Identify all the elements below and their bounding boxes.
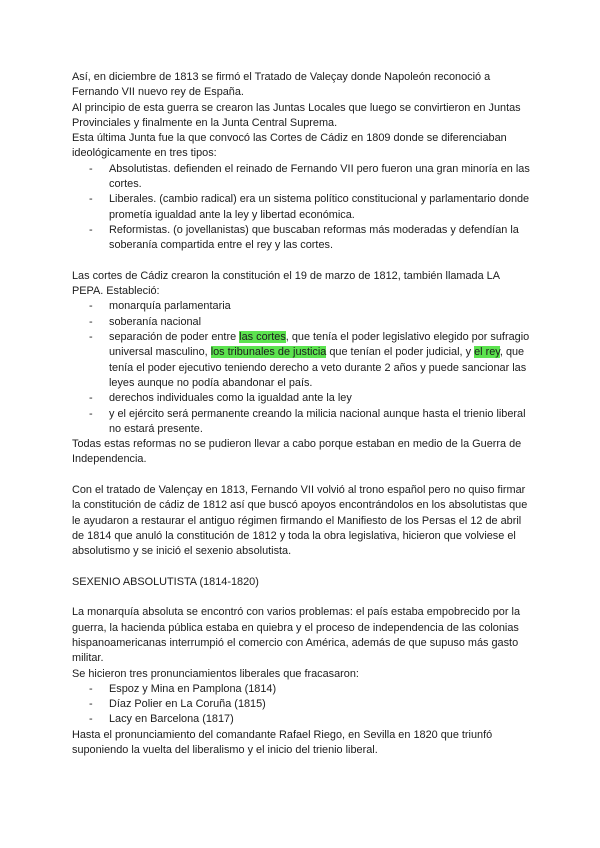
paragraph-reformas: Todas estas reformas no se pudieron llevar a cabo porque estaban en medio de la Guerra de Independencia. xyxy=(72,438,522,466)
list-item: - soberanía nacional xyxy=(72,315,532,330)
section-heading: SEXENIO ABSOLUTISTA (1814-1820) xyxy=(72,575,259,588)
list-item: - derechos individuales como la igualdad ante la ley xyxy=(72,391,532,406)
ideology-list xyxy=(72,162,532,254)
paragraph-vuelta-fernando: Con el tratado de Valençay en 1813, Fernando VII volvió al trono español pero no quiso firmar la constitución de cádiz de 1812 así que buscó apoyos encontrándolos en los absolutistas que le ayudaron a restaurar el antiguo régimen firmando el Manifiesto de los Persas el 12 de abril de 1814 que anuló la constitución de 1812 y toda la obra legislativa, hicieron que volviese el absolutismo y se inició el sexenio absolutista. xyxy=(72,484,528,558)
text-run: , que tenía el poder legislativo elegido por sufragio universal masculino, xyxy=(109,331,530,359)
constitution-list xyxy=(72,299,532,437)
list-item: - Lacy en Barcelona (1817) xyxy=(72,712,532,727)
paragraph-juntas: Al principio de esta guerra se crearon las Juntas Locales que luego se convirtieron en Juntas Provinciales y finalmente en la Junta Central Suprema. xyxy=(72,101,521,129)
paragraph-riego: Hasta el pronunciamiento del comandante Rafael Riego, en Sevilla en 1820 que triunfó suponiendo la vuelta del liberalismo y el inicio del trienio liberal. xyxy=(72,728,493,757)
text-run: , que tenía el poder ejecutivo teniendo derecho a veto durante 2 años y puede sancionar las leyes aunque no podía abandonar el país. xyxy=(109,346,527,389)
spacer xyxy=(72,560,532,575)
list-item: - Díaz Polier en La Coruña (1815) xyxy=(72,697,532,712)
text-run: que tenían el poder judicial, y xyxy=(326,346,475,359)
document-page xyxy=(72,70,532,758)
spacer xyxy=(72,468,532,483)
paragraph-constitucion-1812: Las cortes de Cádiz crearon la constitución el 19 de marzo de 1812, también llamada LA PEPA. Estableció: xyxy=(72,269,500,298)
list-item: - Absolutistas. defienden el reinado de Fernando VII pero fueron una gran minoría en las cortes. xyxy=(72,162,532,193)
highlight-tribunales: los tribunales de justicia xyxy=(210,346,327,359)
list-item: - Reformistas. (o jovellanistas) que buscaban reformas más moderadas y defendían la soberanía compartida entre el rey y las cortes. xyxy=(72,223,532,254)
spacer xyxy=(72,590,532,605)
highlight-el-rey: el rey xyxy=(474,346,500,359)
paragraph-pronunciamientos-intro: Se hicieron tres pronunciamientos liberales que fracasaron: xyxy=(72,667,359,680)
list-item: - monarquía parlamentaria xyxy=(72,299,532,314)
list-item: - y el ejército será permanente creando la milicia nacional aunque hasta el trienio liberal no estará presente. xyxy=(72,407,532,438)
pronunciamientos-list xyxy=(72,682,532,728)
list-item: - Espoz y Mina en Pamplona (1814) xyxy=(72,682,532,697)
paragraph-tratado-valencay: Así, en diciembre de 1813 se firmó el Tratado de Valeçay donde Napoleón reconoció a Fernando VII nuevo rey de España. xyxy=(72,71,491,99)
highlight-las-cortes: las cortes xyxy=(239,331,286,344)
paragraph-problemas: La monarquía absoluta se encontró con varios problemas: el país estaba empobrecido por la guerra, la hacienda pública estaba en quiebra y el proceso de independencia de las colonias hispanoamericanas interrumpió el comercio con América, además de que supuso más gasto militar. xyxy=(72,606,520,665)
paragraph-cortes-cadiz-intro: Esta última Junta fue la que convocó las Cortes de Cádiz en 1809 donde se diferenciaban ideológicamente en tres tipos: xyxy=(72,132,507,160)
list-item: - Liberales. (cambio radical) era un sistema político constitucional y parlamentario donde prometía igualdad ante la ley y libertad económica. xyxy=(72,192,532,223)
spacer xyxy=(72,254,532,269)
text-run: separación de poder entre xyxy=(109,331,240,344)
list-item-separacion-poderes xyxy=(72,330,532,391)
